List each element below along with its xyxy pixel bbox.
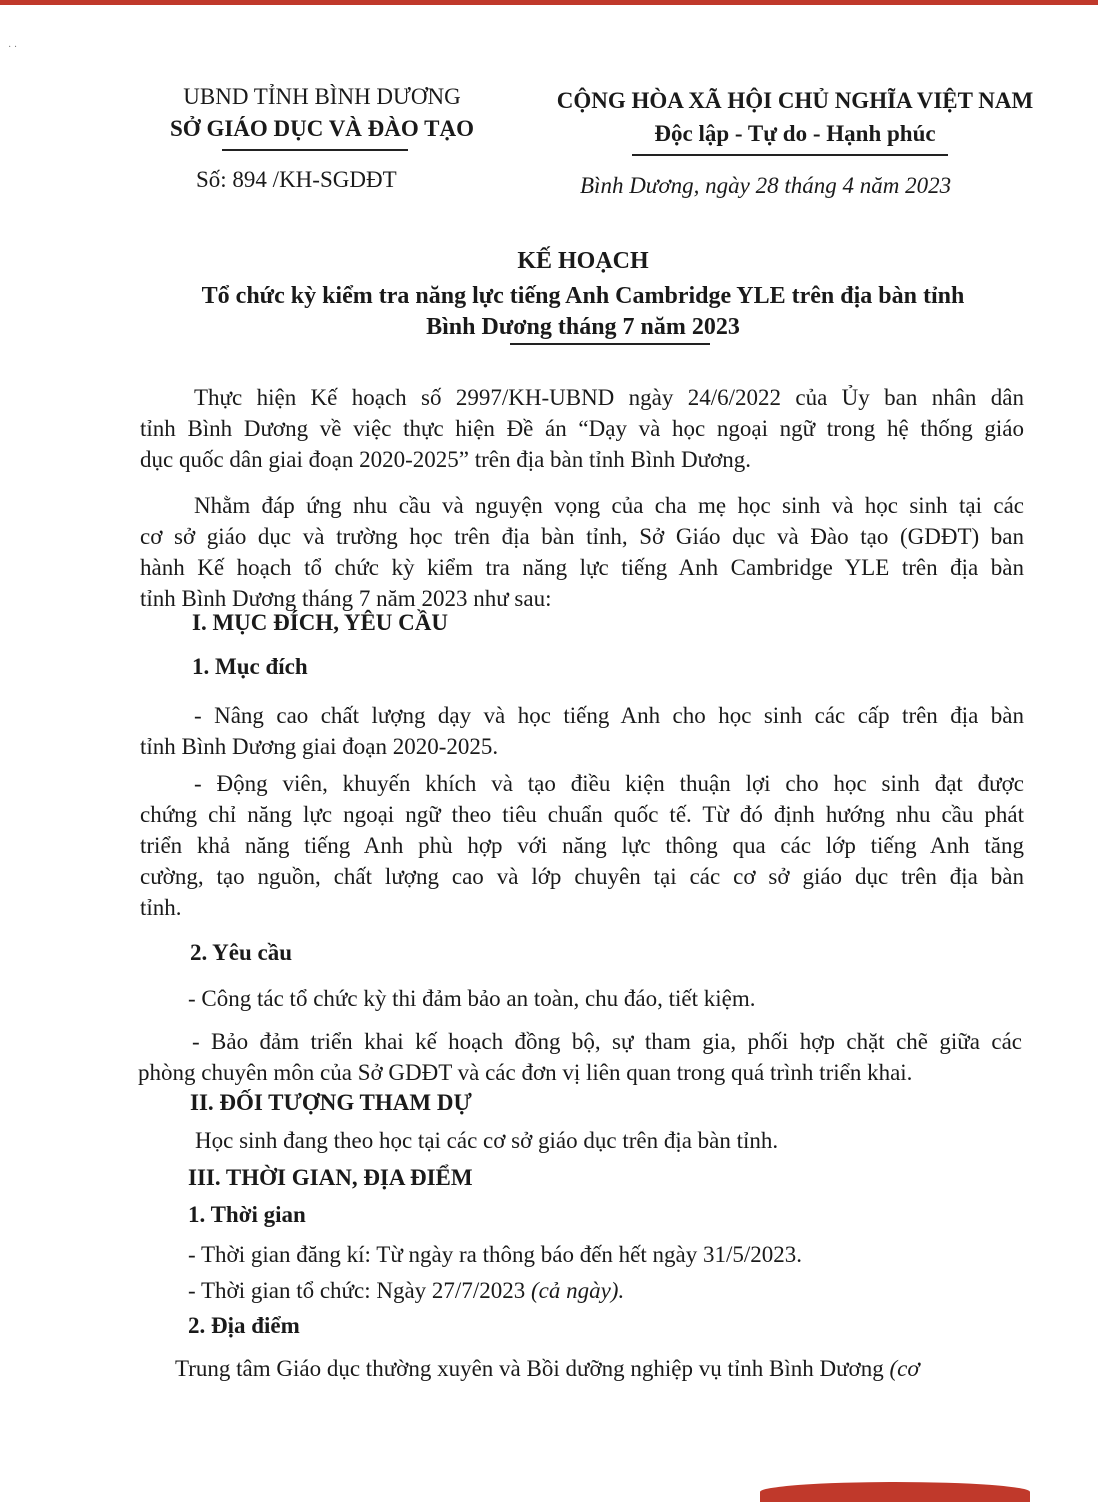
text-line: - Động viên, khuyến khích và tạo điều kiện thuận lợi cho học sinh đạt được xyxy=(194,771,1024,796)
requirement-item-2 xyxy=(138,1026,1022,1088)
time-organization xyxy=(188,1278,624,1304)
requirement-item-1: - Công tác tổ chức kỳ thi đảm bảo an toàn, chu đáo, tiết kiệm. xyxy=(188,986,756,1011)
text-line: tỉnh Bình Dương giai đoạn 2020-2025. xyxy=(140,734,499,759)
section-3-2-heading: 2. Địa điểm xyxy=(188,1313,300,1338)
text-line: tỉnh Bình Dương về việc thực hiện Đề án “Dạy và học ngoại ngữ trong hệ thống giáo xyxy=(140,416,1024,441)
section-1-heading: I. MỤC ĐÍCH, YÊU CẦU xyxy=(192,610,448,635)
plan-title: KẾ HOẠCH xyxy=(517,248,649,274)
plan-subtitle-line2: Bình Dương tháng 7 năm 2023 xyxy=(426,314,740,340)
text-line: - Nâng cao chất lượng dạy và học tiếng Anh cho học sinh các cấp trên địa bàn xyxy=(194,703,1024,728)
intro-paragraph-2 xyxy=(140,490,1024,614)
section-3-1-heading: 1. Thời gian xyxy=(188,1202,306,1227)
venue-text xyxy=(175,1356,920,1382)
document-number: Số: 894 /KH-SGDĐT xyxy=(196,167,397,192)
scan-speck: · · xyxy=(8,42,18,53)
text-line: Thực hiện Kế hoạch số 2997/KH-UBND ngày 24/6/2022 của Ủy ban nhân dân xyxy=(194,385,1024,410)
purpose-item-1 xyxy=(140,700,1024,762)
department-name: SỞ GIÁO DỤC VÀ ĐÀO TẠO xyxy=(170,116,474,141)
text-line: Nhằm đáp ứng nhu cầu và nguyện vọng của cha mẹ học sinh và học sinh tại các xyxy=(194,493,1024,518)
right-header-rule xyxy=(632,154,948,156)
text-line: chứng chỉ năng lực ngoại ngữ theo tiêu chuẩn quốc tế. Từ đó định hướng nhu cầu phát xyxy=(140,802,1024,827)
text-line: - Bảo đảm triển khai kế hoạch đồng bộ, sự tham gia, phối hợp chặt chẽ giữa các xyxy=(192,1029,1022,1054)
left-header-rule xyxy=(222,149,408,151)
bottom-red-mark xyxy=(760,1482,1030,1502)
text-line: triển khả năng tiếng Anh phù hợp với năng lực thông qua các lớp tiếng Anh tăng xyxy=(140,833,1024,858)
purpose-item-2 xyxy=(140,768,1024,923)
title-rule xyxy=(510,343,710,345)
national-motto: Độc lập - Tự do - Hạnh phúc xyxy=(654,121,936,146)
issue-date: Bình Dương, ngày 28 tháng 4 năm 2023 xyxy=(580,173,952,198)
text-line: hành Kế hoạch tổ chức kỳ kiểm tra năng lực tiếng Anh Cambridge YLE trên địa bàn xyxy=(140,555,1024,580)
section-1-1-heading: 1. Mục đích xyxy=(192,654,308,679)
text-line: cường, tạo nguồn, chất lượng cao và lớp chuyên tại các cơ sở giáo dục trên địa bàn xyxy=(140,864,1024,889)
section-2-heading: II. ĐỐI TƯỢNG THAM DỰ xyxy=(190,1090,472,1115)
text-line: cơ sở giáo dục và trường học trên địa bàn tỉnh, Sở Giáo dục và Đào tạo (GDĐT) ban xyxy=(140,524,1024,549)
section-3-heading: III. THỜI GIAN, ĐỊA ĐIỂM xyxy=(188,1165,473,1190)
top-border xyxy=(0,0,1098,5)
time-organization-note: (cả ngày). xyxy=(530,1278,625,1303)
venue-note: (cơ xyxy=(889,1356,920,1381)
section-1-2-heading: 2. Yêu cầu xyxy=(190,940,293,965)
text-line: dục quốc dân giai đoạn 2020-2025” trên địa bàn tỉnh Bình Dương. xyxy=(140,447,752,472)
text-line: phòng chuyên môn của Sở GDĐT và các đơn vị liên quan trong quá trình triển khai. xyxy=(138,1060,913,1085)
time-organization-date: - Thời gian tổ chức: Ngày 27/7/2023 xyxy=(188,1278,531,1303)
section-2-text: Học sinh đang theo học tại các cơ sở giáo dục trên địa bàn tỉnh. xyxy=(195,1128,779,1153)
national-title: CỘNG HÒA XÃ HỘI CHỦ NGHĨA VIỆT NAM xyxy=(556,88,1034,113)
text-line: tỉnh. xyxy=(140,895,182,920)
text-line: tỉnh Bình Dương tháng 7 năm 2023 như sau: xyxy=(140,586,552,611)
venue-name: Trung tâm Giáo dục thường xuyên và Bồi dưỡng nghiệp vụ tỉnh Bình Dương xyxy=(175,1356,890,1381)
time-registration: - Thời gian đăng kí: Từ ngày ra thông báo đến hết ngày 31/5/2023. xyxy=(188,1242,803,1267)
intro-paragraph-1 xyxy=(140,382,1024,475)
plan-subtitle-line1: Tổ chức kỳ kiểm tra năng lực tiếng Anh Cambridge YLE trên địa bàn tỉnh xyxy=(201,283,965,309)
agency-name: UBND TỈNH BÌNH DƯƠNG xyxy=(183,84,461,109)
